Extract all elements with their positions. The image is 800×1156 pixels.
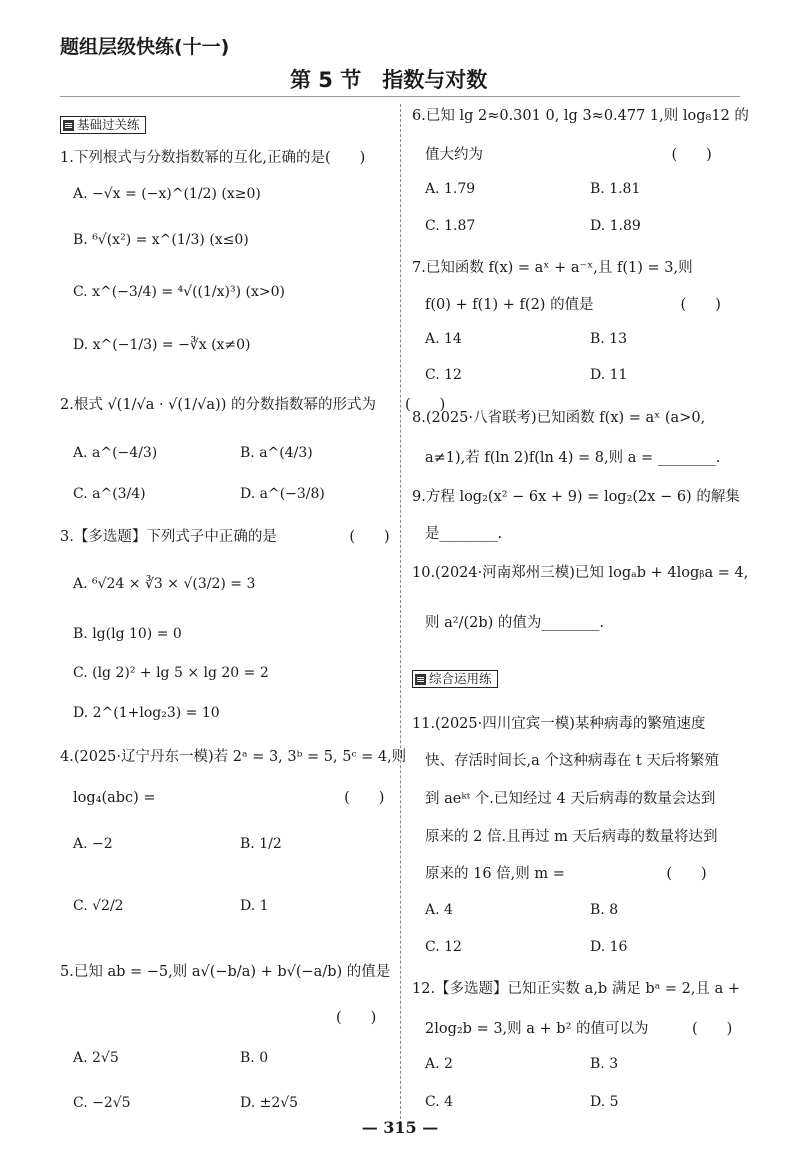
q12-option-a: A. 2 xyxy=(425,1056,453,1072)
question-12-line2: 2log₂b = 3,则 a + b² 的值可以为 ( ) xyxy=(425,1021,733,1037)
q5-option-c: C. −2√5 xyxy=(73,1095,131,1111)
section-book-icon xyxy=(415,674,426,685)
question-6-stem: 6.已知 lg 2≈0.301 0, lg 3≈0.477 1,则 log₈12 的 xyxy=(412,108,749,124)
q5-option-d: D. ±2√5 xyxy=(240,1095,299,1111)
question-3-stem: 3.【多选题】下列式子中正确的是 ( ) xyxy=(60,529,390,545)
q6-option-b: B. 1.81 xyxy=(590,181,641,197)
q4-option-a: A. −2 xyxy=(73,836,113,852)
q1-option-c: C. x^(−3/4) = ⁴√((1/x)³) (x>0) xyxy=(73,284,285,300)
page-number: — 315 — xyxy=(361,1118,439,1137)
question-11-line4: 原来的 2 倍.且再过 m 天后病毒的数量将达到 xyxy=(425,829,718,845)
column-divider xyxy=(400,104,401,1124)
q7-option-c: C. 12 xyxy=(425,367,462,383)
q12-option-c: C. 4 xyxy=(425,1094,454,1110)
q11-option-b: B. 8 xyxy=(590,902,619,918)
q12-option-b: B. 3 xyxy=(590,1056,619,1072)
question-12-line1: 12.【多选题】已知正实数 a,b 满足 bᵃ = 2,且 a + xyxy=(412,981,741,997)
q11-option-c: C. 12 xyxy=(425,939,462,955)
question-4-stem: 4.(2025·辽宁丹东一模)若 2ᵃ = 3, 3ᵇ = 5, 5ᶜ = 4,则 xyxy=(60,749,407,765)
question-1-stem: 1.下列根式与分数指数幂的互化,正确的是( ) xyxy=(60,150,366,166)
q4-option-c: C. √2/2 xyxy=(73,898,124,914)
q11-option-a: A. 4 xyxy=(425,902,453,918)
q4-option-d: D. 1 xyxy=(240,898,269,914)
q1-option-d: D. x^(−1/3) = −∛x (x≠0) xyxy=(73,337,251,353)
q1-option-b: B. ⁶√(x²) = x^(1/3) (x≤0) xyxy=(73,232,249,248)
question-11-line5: 原来的 16 倍,则 m = ( ) xyxy=(425,866,707,882)
question-10-stem: 10.(2024·河南郑州三模)已知 logₐb + 4logᵦa = 4, xyxy=(412,565,749,581)
question-11-line3: 到 aeᵏᵗ 个.已知经过 4 天后病毒的数量会达到 xyxy=(425,791,716,807)
q11-option-d: D. 16 xyxy=(590,939,628,955)
q7-option-b: B. 13 xyxy=(590,331,628,347)
section-label-combined: 综合运用练 xyxy=(412,670,498,688)
question-4-stem-cont: log₄(abc) = ( ) xyxy=(73,790,385,806)
q3-option-d: D. 2^(1+log₂3) = 10 xyxy=(73,705,220,721)
q2-option-b: B. a^(4/3) xyxy=(240,445,313,461)
question-8-stem: 8.(2025·八省联考)已知函数 f(x) = aˣ (a>0, xyxy=(412,410,706,426)
q12-option-d: D. 5 xyxy=(590,1094,619,1110)
question-9-stem: 9.方程 log₂(x² − 6x + 9) = log₂(2x − 6) 的解集 xyxy=(412,489,740,505)
q5-option-b: B. 0 xyxy=(240,1050,269,1066)
question-7-stem-cont: f(0) + f(1) + f(2) 的值是 ( ) xyxy=(425,297,721,313)
q6-option-c: C. 1.87 xyxy=(425,218,476,234)
question-10-stem-cont: 则 a²/(2b) 的值为________. xyxy=(425,615,604,631)
q6-option-a: A. 1.79 xyxy=(425,181,476,197)
header-rule xyxy=(60,96,740,97)
q2-option-c: C. a^(3/4) xyxy=(73,486,146,502)
q3-option-b: B. lg(lg 10) = 0 xyxy=(73,626,182,642)
section-book-icon xyxy=(63,120,74,131)
q3-option-a: A. ⁶√24 × ∛3 × √(3/2) = 3 xyxy=(73,576,256,592)
q2-option-d: D. a^(−3/8) xyxy=(240,486,325,502)
q5-option-a: A. 2√5 xyxy=(73,1050,119,1066)
q4-option-b: B. 1/2 xyxy=(240,836,282,852)
question-7-stem: 7.已知函数 f(x) = aˣ + a⁻ˣ,且 f(1) = 3,则 xyxy=(412,260,693,276)
q2-option-a: A. a^(−4/3) xyxy=(73,445,158,461)
question-9-stem-cont: 是________. xyxy=(425,526,503,542)
group-title: 题组层级快练(十一) xyxy=(60,36,230,58)
q3-option-c: C. (lg 2)² + lg 5 × lg 20 = 2 xyxy=(73,665,269,681)
question-6-stem-cont: 值大约为 ( ) xyxy=(425,147,712,163)
question-5-stem: 5.已知 ab = −5,则 a√(−b/a) + b√(−a/b) 的值是 xyxy=(60,964,391,980)
q6-option-d: D. 1.89 xyxy=(590,218,641,234)
question-8-stem-cont: a≠1),若 f(ln 2)f(ln 4) = 8,则 a = ________. xyxy=(425,450,721,466)
question-2-stem: 2.根式 √(1/√a · √(1/√a)) 的分数指数幂的形式为 ( ) xyxy=(60,397,446,413)
q1-option-a: A. −√x = (−x)^(1/2) (x≥0) xyxy=(73,186,261,202)
question-11-line1: 11.(2025·四川宜宾一模)某种病毒的繁殖速度 xyxy=(412,716,706,732)
q7-option-a: A. 14 xyxy=(425,331,462,347)
question-11-line2: 快、存活时间长,a 个这种病毒在 t 天后将繁殖 xyxy=(425,753,719,769)
q7-option-d: D. 11 xyxy=(590,367,628,383)
section-label-basic: 基础过关练 xyxy=(60,116,146,134)
page-title: 第 5 节 指数与对数 xyxy=(290,68,488,92)
question-5-paren: ( ) xyxy=(336,1010,377,1026)
